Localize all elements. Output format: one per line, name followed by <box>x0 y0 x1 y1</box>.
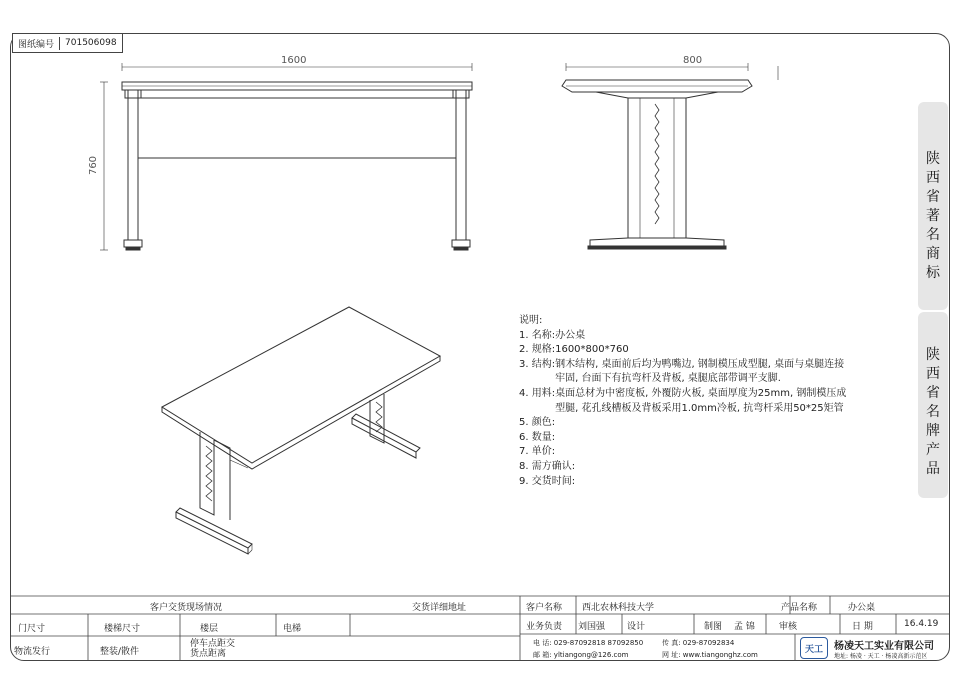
note-item-6: 6. 数量: <box>519 431 556 443</box>
date: 16.4.19 <box>904 619 939 629</box>
assembly-label: 整装/散件 <box>100 647 140 657</box>
tel-line: 电 话: 029-87092818 87092850 <box>533 639 644 647</box>
company-address: 地址: 杨凌 · 天工 · 杨凌高新示范区 <box>834 653 928 660</box>
note-item-9: 9. 交货时间: <box>519 475 576 487</box>
drawing-number-value: 701506098 <box>65 38 117 48</box>
review-label: 审核 <box>779 622 798 632</box>
specification-notes <box>519 314 849 489</box>
note-item-5: 5. 颜色: <box>519 417 556 429</box>
famous-brand-banner: 陕 西 省 名 牌 产 品 <box>918 312 948 498</box>
drafter-label: 制图 <box>704 622 723 632</box>
email-line: 邮 箱: yltiangong@126.com <box>533 651 629 659</box>
date-label: 日 期 <box>852 622 873 632</box>
front-view-desk <box>122 82 472 250</box>
delivery-site-header: 客户交货现场情况 <box>150 603 223 613</box>
isometric-view-desk <box>162 307 440 554</box>
delivery-address-header: 交货详细地址 <box>412 603 467 613</box>
side-view-desk <box>562 80 752 249</box>
note-item-4: 4. 用料: 桌面总材为中密度板, 外覆防火板, 桌面厚度为25mm, 钢制模压成型腿, 花孔线槽板及背板采用1.0mm冷板, 抗弯杆采用50*25矩管 <box>519 387 847 414</box>
side-depth-dimension: 800 <box>683 55 703 66</box>
note-item-2: 2. 规格: 1600*800*760 <box>519 344 629 356</box>
notes-heading: 说明: <box>519 315 543 326</box>
drawing-number-label: 图纸编号 <box>13 37 60 50</box>
note-item-7: 7. 单价: <box>519 446 556 458</box>
product-name: 办公桌 <box>848 603 876 613</box>
front-width-dimension: 1600 <box>281 55 307 66</box>
company-name: 杨凌天工实业有限公司 <box>834 641 934 652</box>
door-size-label: 门尺寸 <box>18 624 46 634</box>
logistics-label: 物流发行 <box>14 647 51 657</box>
design-label: 设计 <box>627 622 646 632</box>
pickup-distance-label: 停车点距交 货点距离 <box>190 639 236 659</box>
drafter: 孟 锦 <box>734 622 755 632</box>
note-item-3: 3. 结构: 钢木结构, 桌面前后均为鸭嘴边, 钢制模压成型腿, 桌面与桌腿连接牢固, 台面下有抗弯杆及背板, 桌腿底部带调平支脚. <box>519 358 845 385</box>
fax-line: 传 真: 029-87092834 <box>662 639 735 647</box>
note-item-1: 1. 名称: 办公桌 <box>519 329 586 341</box>
note-item-8: 8. 需方确认: <box>519 460 576 472</box>
client-name: 西北农林科技大学 <box>582 603 655 613</box>
height-dimension: 760 <box>88 155 100 176</box>
business-lead-label: 业务负责 <box>526 622 563 632</box>
company-logo: 天工 <box>800 637 828 659</box>
famous-trademark-banner: 陕 西 省 著 名 商 标 <box>918 102 948 310</box>
product-name-label: 产品名称 <box>781 603 818 613</box>
floor-label: 楼层 <box>200 624 219 634</box>
elevator-label: 电梯 <box>283 624 302 634</box>
stair-size-label: 楼梯尺寸 <box>104 624 141 634</box>
business-lead: 刘国强 <box>578 622 606 632</box>
client-name-label: 客户名称 <box>526 603 563 613</box>
web-line: 网 址: www.tiangonghz.com <box>662 651 758 659</box>
